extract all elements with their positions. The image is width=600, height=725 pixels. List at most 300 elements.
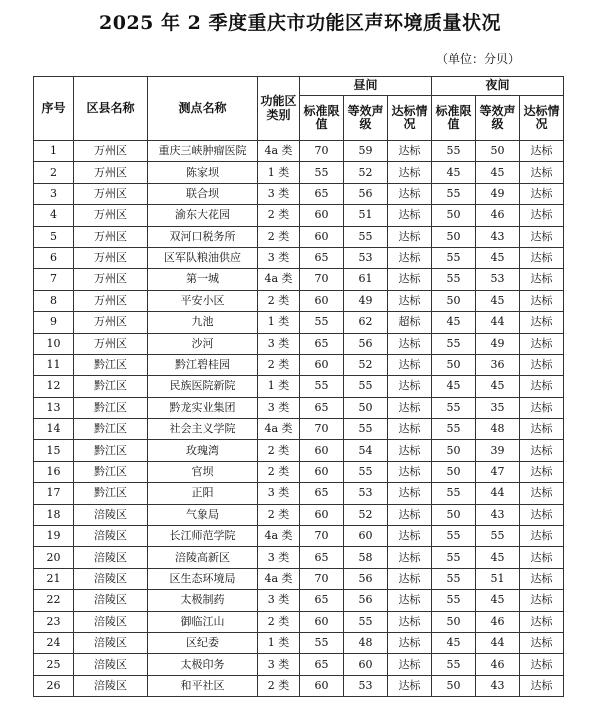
cell-seq: 5 (34, 226, 74, 247)
cell-site: 重庆三峡肿瘤医院 (148, 141, 258, 162)
cell-night-leq: 45 (476, 590, 520, 611)
cell-night-leq: 43 (476, 226, 520, 247)
table-row (34, 504, 564, 525)
cell-zone: 3 类 (258, 247, 300, 268)
cell-zone: 3 类 (258, 483, 300, 504)
cell-night-limit: 50 (432, 205, 476, 226)
cell-night-status: 达标 (520, 376, 564, 397)
cell-seq: 6 (34, 247, 74, 268)
cell-day-status: 达标 (388, 247, 432, 268)
cell-night-leq: 46 (476, 611, 520, 632)
cell-day-limit: 60 (300, 205, 344, 226)
cell-night-limit: 50 (432, 440, 476, 461)
cell-site: 民族医院新院 (148, 376, 258, 397)
cell-day-status: 达标 (388, 205, 432, 226)
cell-seq: 8 (34, 290, 74, 311)
cell-zone: 4a 类 (258, 419, 300, 440)
table-row (34, 376, 564, 397)
cell-day-status: 达标 (388, 269, 432, 290)
cell-seq: 10 (34, 333, 74, 354)
cell-seq: 23 (34, 611, 74, 632)
cell-day-leq: 60 (344, 526, 388, 547)
cell-day-status: 达标 (388, 526, 432, 547)
cell-zone: 1 类 (258, 632, 300, 653)
cell-day-status: 超标 (388, 312, 432, 333)
cell-night-leq: 47 (476, 461, 520, 482)
page-title: 2025 年 2 季度重庆市功能区声环境质量状况 (99, 12, 501, 34)
cell-day-limit: 55 (300, 632, 344, 653)
cell-night-status: 达标 (520, 632, 564, 653)
cell-night-status: 达标 (520, 440, 564, 461)
cell-day-leq: 55 (344, 611, 388, 632)
cell-day-status: 达标 (388, 568, 432, 589)
cell-day-limit: 70 (300, 141, 344, 162)
cell-site: 涪陵高新区 (148, 547, 258, 568)
cell-seq: 9 (34, 312, 74, 333)
table-row (34, 333, 564, 354)
cell-night-limit: 55 (432, 526, 476, 547)
cell-district: 万州区 (74, 205, 148, 226)
cell-day-limit: 60 (300, 675, 344, 696)
cell-district: 涪陵区 (74, 675, 148, 696)
cell-day-limit: 60 (300, 354, 344, 375)
table-row (34, 590, 564, 611)
cell-day-leq: 62 (344, 312, 388, 333)
cell-zone: 2 类 (258, 675, 300, 696)
cell-night-limit: 50 (432, 675, 476, 696)
cell-day-leq: 55 (344, 376, 388, 397)
cell-night-status: 达标 (520, 483, 564, 504)
cell-night-limit: 55 (432, 568, 476, 589)
cell-district: 涪陵区 (74, 504, 148, 525)
cell-day-leq: 53 (344, 675, 388, 696)
cell-day-limit: 65 (300, 183, 344, 204)
cell-day-limit: 70 (300, 526, 344, 547)
header-day: 昼间 (300, 77, 432, 96)
cell-day-status: 达标 (388, 440, 432, 461)
cell-district: 涪陵区 (74, 611, 148, 632)
cell-zone: 2 类 (258, 226, 300, 247)
cell-day-leq: 59 (344, 141, 388, 162)
cell-day-leq: 50 (344, 397, 388, 418)
table-row (34, 312, 564, 333)
cell-night-leq: 53 (476, 269, 520, 290)
cell-zone: 4a 类 (258, 141, 300, 162)
cell-day-status: 达标 (388, 461, 432, 482)
cell-day-status: 达标 (388, 483, 432, 504)
cell-site: 区生态环境局 (148, 568, 258, 589)
cell-day-limit: 65 (300, 247, 344, 268)
table-row (34, 183, 564, 204)
cell-district: 万州区 (74, 183, 148, 204)
header-zone: 功能区类别 (258, 77, 300, 141)
header-row-top (34, 77, 564, 96)
cell-district: 黔江区 (74, 440, 148, 461)
cell-night-status: 达标 (520, 269, 564, 290)
header-district: 区县名称 (74, 77, 148, 141)
cell-district: 万州区 (74, 162, 148, 183)
cell-site: 太极制药 (148, 590, 258, 611)
cell-site: 平安小区 (148, 290, 258, 311)
cell-day-leq: 54 (344, 440, 388, 461)
cell-day-leq: 53 (344, 247, 388, 268)
cell-district: 黔江区 (74, 376, 148, 397)
table-row (34, 568, 564, 589)
cell-day-status: 达标 (388, 376, 432, 397)
header-night-status: 达标情况 (520, 96, 564, 141)
cell-night-leq: 46 (476, 205, 520, 226)
cell-district: 万州区 (74, 141, 148, 162)
cell-night-status: 达标 (520, 183, 564, 204)
cell-night-limit: 55 (432, 590, 476, 611)
cell-zone: 2 类 (258, 290, 300, 311)
table-body (34, 141, 564, 697)
cell-zone: 1 类 (258, 312, 300, 333)
cell-site: 玫瑰湾 (148, 440, 258, 461)
table-row (34, 290, 564, 311)
cell-day-leq: 56 (344, 568, 388, 589)
cell-night-limit: 55 (432, 483, 476, 504)
cell-night-status: 达标 (520, 675, 564, 696)
cell-zone: 3 类 (258, 183, 300, 204)
cell-day-limit: 60 (300, 226, 344, 247)
cell-day-limit: 70 (300, 269, 344, 290)
cell-seq: 17 (34, 483, 74, 504)
cell-night-status: 达标 (520, 312, 564, 333)
cell-district: 涪陵区 (74, 547, 148, 568)
cell-night-status: 达标 (520, 247, 564, 268)
table-row (34, 354, 564, 375)
cell-site: 和平社区 (148, 675, 258, 696)
cell-day-status: 达标 (388, 547, 432, 568)
cell-site: 区军队粮油供应 (148, 247, 258, 268)
cell-day-limit: 65 (300, 547, 344, 568)
cell-zone: 2 类 (258, 461, 300, 482)
cell-seq: 15 (34, 440, 74, 461)
cell-day-leq: 56 (344, 183, 388, 204)
cell-day-status: 达标 (388, 504, 432, 525)
cell-night-limit: 45 (432, 312, 476, 333)
cell-site: 陈家坝 (148, 162, 258, 183)
cell-site: 社会主义学院 (148, 419, 258, 440)
cell-day-status: 达标 (388, 397, 432, 418)
cell-day-leq: 52 (344, 504, 388, 525)
cell-day-limit: 60 (300, 504, 344, 525)
cell-site: 气象局 (148, 504, 258, 525)
cell-site: 联合坝 (148, 183, 258, 204)
cell-day-leq: 55 (344, 226, 388, 247)
cell-site: 双河口税务所 (148, 226, 258, 247)
table-row (34, 397, 564, 418)
table-row (34, 654, 564, 675)
cell-seq: 11 (34, 354, 74, 375)
cell-night-leq: 45 (476, 547, 520, 568)
cell-site: 长江师范学院 (148, 526, 258, 547)
cell-night-status: 达标 (520, 141, 564, 162)
cell-district: 涪陵区 (74, 590, 148, 611)
cell-night-leq: 49 (476, 183, 520, 204)
cell-district: 黔江区 (74, 461, 148, 482)
cell-night-limit: 45 (432, 376, 476, 397)
table-row (34, 247, 564, 268)
table-row (34, 547, 564, 568)
cell-zone: 4a 类 (258, 568, 300, 589)
cell-night-limit: 45 (432, 162, 476, 183)
table-row (34, 483, 564, 504)
cell-day-limit: 60 (300, 290, 344, 311)
table-row (34, 419, 564, 440)
cell-day-limit: 60 (300, 611, 344, 632)
cell-day-leq: 52 (344, 354, 388, 375)
cell-night-limit: 50 (432, 504, 476, 525)
cell-seq: 25 (34, 654, 74, 675)
cell-day-limit: 60 (300, 461, 344, 482)
cell-night-limit: 55 (432, 654, 476, 675)
cell-day-leq: 53 (344, 483, 388, 504)
cell-site: 黔江碧桂园 (148, 354, 258, 375)
cell-site: 第一城 (148, 269, 258, 290)
cell-night-status: 达标 (520, 654, 564, 675)
noise-quality-table (33, 76, 564, 697)
cell-day-leq: 55 (344, 461, 388, 482)
cell-night-leq: 51 (476, 568, 520, 589)
cell-day-leq: 60 (344, 654, 388, 675)
cell-night-status: 达标 (520, 590, 564, 611)
cell-district: 万州区 (74, 247, 148, 268)
cell-zone: 1 类 (258, 162, 300, 183)
cell-night-limit: 50 (432, 226, 476, 247)
cell-night-leq: 36 (476, 354, 520, 375)
cell-night-limit: 55 (432, 247, 476, 268)
cell-day-status: 达标 (388, 632, 432, 653)
cell-day-limit: 70 (300, 568, 344, 589)
cell-day-limit: 65 (300, 483, 344, 504)
cell-seq: 19 (34, 526, 74, 547)
table-row (34, 632, 564, 653)
cell-site: 御临江山 (148, 611, 258, 632)
unit-note: （单位：分贝） (435, 52, 520, 66)
cell-day-status: 达标 (388, 590, 432, 611)
header-day-limit: 标准限值 (300, 96, 344, 141)
cell-day-leq: 52 (344, 162, 388, 183)
cell-district: 涪陵区 (74, 632, 148, 653)
cell-site: 九池 (148, 312, 258, 333)
cell-night-leq: 43 (476, 675, 520, 696)
cell-night-status: 达标 (520, 526, 564, 547)
cell-day-limit: 55 (300, 312, 344, 333)
cell-site: 沙河 (148, 333, 258, 354)
cell-district: 涪陵区 (74, 654, 148, 675)
cell-day-leq: 61 (344, 269, 388, 290)
cell-day-leq: 56 (344, 333, 388, 354)
cell-zone: 3 类 (258, 547, 300, 568)
cell-site: 黔龙实业集团 (148, 397, 258, 418)
cell-district: 万州区 (74, 312, 148, 333)
cell-zone: 2 类 (258, 504, 300, 525)
cell-site: 区纪委 (148, 632, 258, 653)
cell-day-status: 达标 (388, 419, 432, 440)
table-row (34, 226, 564, 247)
header-seq: 序号 (34, 77, 74, 141)
cell-district: 万州区 (74, 333, 148, 354)
cell-night-status: 达标 (520, 568, 564, 589)
cell-seq: 2 (34, 162, 74, 183)
cell-night-status: 达标 (520, 354, 564, 375)
cell-seq: 1 (34, 141, 74, 162)
cell-night-status: 达标 (520, 419, 564, 440)
cell-day-leq: 51 (344, 205, 388, 226)
cell-day-leq: 49 (344, 290, 388, 311)
cell-day-leq: 48 (344, 632, 388, 653)
cell-day-leq: 55 (344, 419, 388, 440)
cell-seq: 18 (34, 504, 74, 525)
cell-night-limit: 50 (432, 461, 476, 482)
cell-night-status: 达标 (520, 333, 564, 354)
table-row (34, 675, 564, 696)
cell-seq: 7 (34, 269, 74, 290)
cell-day-status: 达标 (388, 162, 432, 183)
table-row (34, 205, 564, 226)
cell-day-limit: 70 (300, 419, 344, 440)
table-row (34, 526, 564, 547)
cell-night-limit: 45 (432, 632, 476, 653)
cell-district: 黔江区 (74, 419, 148, 440)
cell-day-limit: 65 (300, 590, 344, 611)
cell-zone: 4a 类 (258, 526, 300, 547)
cell-seq: 24 (34, 632, 74, 653)
cell-night-limit: 50 (432, 354, 476, 375)
cell-night-leq: 44 (476, 483, 520, 504)
cell-seq: 20 (34, 547, 74, 568)
cell-night-status: 达标 (520, 611, 564, 632)
cell-zone: 2 类 (258, 440, 300, 461)
cell-seq: 4 (34, 205, 74, 226)
cell-zone: 4a 类 (258, 269, 300, 290)
cell-night-leq: 35 (476, 397, 520, 418)
cell-night-status: 达标 (520, 504, 564, 525)
header-night: 夜间 (432, 77, 564, 96)
cell-seq: 21 (34, 568, 74, 589)
cell-seq: 14 (34, 419, 74, 440)
cell-district: 涪陵区 (74, 568, 148, 589)
cell-day-status: 达标 (388, 183, 432, 204)
cell-night-limit: 55 (432, 141, 476, 162)
cell-seq: 16 (34, 461, 74, 482)
cell-night-leq: 44 (476, 312, 520, 333)
cell-night-leq: 48 (476, 419, 520, 440)
table-row (34, 440, 564, 461)
cell-zone: 3 类 (258, 333, 300, 354)
cell-district: 黔江区 (74, 397, 148, 418)
cell-night-leq: 44 (476, 632, 520, 653)
cell-day-limit: 55 (300, 162, 344, 183)
cell-zone: 1 类 (258, 376, 300, 397)
cell-zone: 2 类 (258, 354, 300, 375)
cell-night-limit: 55 (432, 333, 476, 354)
cell-day-status: 达标 (388, 611, 432, 632)
cell-day-status: 达标 (388, 354, 432, 375)
cell-night-limit: 55 (432, 419, 476, 440)
cell-day-status: 达标 (388, 141, 432, 162)
header-day-leq: 等效声级 (344, 96, 388, 141)
cell-night-leq: 45 (476, 376, 520, 397)
cell-district: 黔江区 (74, 483, 148, 504)
cell-night-status: 达标 (520, 461, 564, 482)
cell-site: 正阳 (148, 483, 258, 504)
cell-day-leq: 56 (344, 590, 388, 611)
table-row (34, 141, 564, 162)
cell-day-limit: 65 (300, 333, 344, 354)
cell-district: 黔江区 (74, 354, 148, 375)
cell-seq: 3 (34, 183, 74, 204)
cell-seq: 22 (34, 590, 74, 611)
cell-night-leq: 43 (476, 504, 520, 525)
cell-night-leq: 49 (476, 333, 520, 354)
cell-site: 渝东大花园 (148, 205, 258, 226)
cell-district: 万州区 (74, 226, 148, 247)
cell-day-status: 达标 (388, 226, 432, 247)
cell-night-limit: 55 (432, 269, 476, 290)
cell-seq: 26 (34, 675, 74, 696)
cell-day-status: 达标 (388, 675, 432, 696)
cell-site: 官坝 (148, 461, 258, 482)
cell-day-leq: 58 (344, 547, 388, 568)
cell-night-status: 达标 (520, 162, 564, 183)
cell-night-leq: 50 (476, 141, 520, 162)
table-row (34, 611, 564, 632)
cell-night-leq: 45 (476, 247, 520, 268)
cell-zone: 3 类 (258, 397, 300, 418)
cell-site: 太极印务 (148, 654, 258, 675)
cell-night-status: 达标 (520, 205, 564, 226)
header-night-limit: 标准限值 (432, 96, 476, 141)
cell-night-limit: 55 (432, 547, 476, 568)
cell-night-status: 达标 (520, 397, 564, 418)
cell-day-limit: 55 (300, 376, 344, 397)
cell-night-status: 达标 (520, 290, 564, 311)
cell-day-status: 达标 (388, 654, 432, 675)
cell-night-leq: 39 (476, 440, 520, 461)
cell-zone: 2 类 (258, 205, 300, 226)
cell-night-leq: 46 (476, 654, 520, 675)
cell-night-leq: 55 (476, 526, 520, 547)
cell-night-status: 达标 (520, 226, 564, 247)
cell-day-status: 达标 (388, 333, 432, 354)
cell-day-status: 达标 (388, 290, 432, 311)
cell-district: 涪陵区 (74, 526, 148, 547)
cell-day-limit: 65 (300, 654, 344, 675)
cell-district: 万州区 (74, 290, 148, 311)
cell-night-status: 达标 (520, 547, 564, 568)
cell-district: 万州区 (74, 269, 148, 290)
cell-seq: 13 (34, 397, 74, 418)
table-row (34, 269, 564, 290)
table-row (34, 162, 564, 183)
header-day-status: 达标情况 (388, 96, 432, 141)
cell-zone: 3 类 (258, 590, 300, 611)
cell-night-limit: 50 (432, 611, 476, 632)
cell-night-leq: 45 (476, 162, 520, 183)
header-site: 测点名称 (148, 77, 258, 141)
cell-day-limit: 65 (300, 397, 344, 418)
header-night-leq: 等效声级 (476, 96, 520, 141)
table-row (34, 461, 564, 482)
cell-night-limit: 50 (432, 290, 476, 311)
cell-day-limit: 60 (300, 440, 344, 461)
cell-seq: 12 (34, 376, 74, 397)
cell-night-limit: 55 (432, 397, 476, 418)
cell-zone: 2 类 (258, 611, 300, 632)
